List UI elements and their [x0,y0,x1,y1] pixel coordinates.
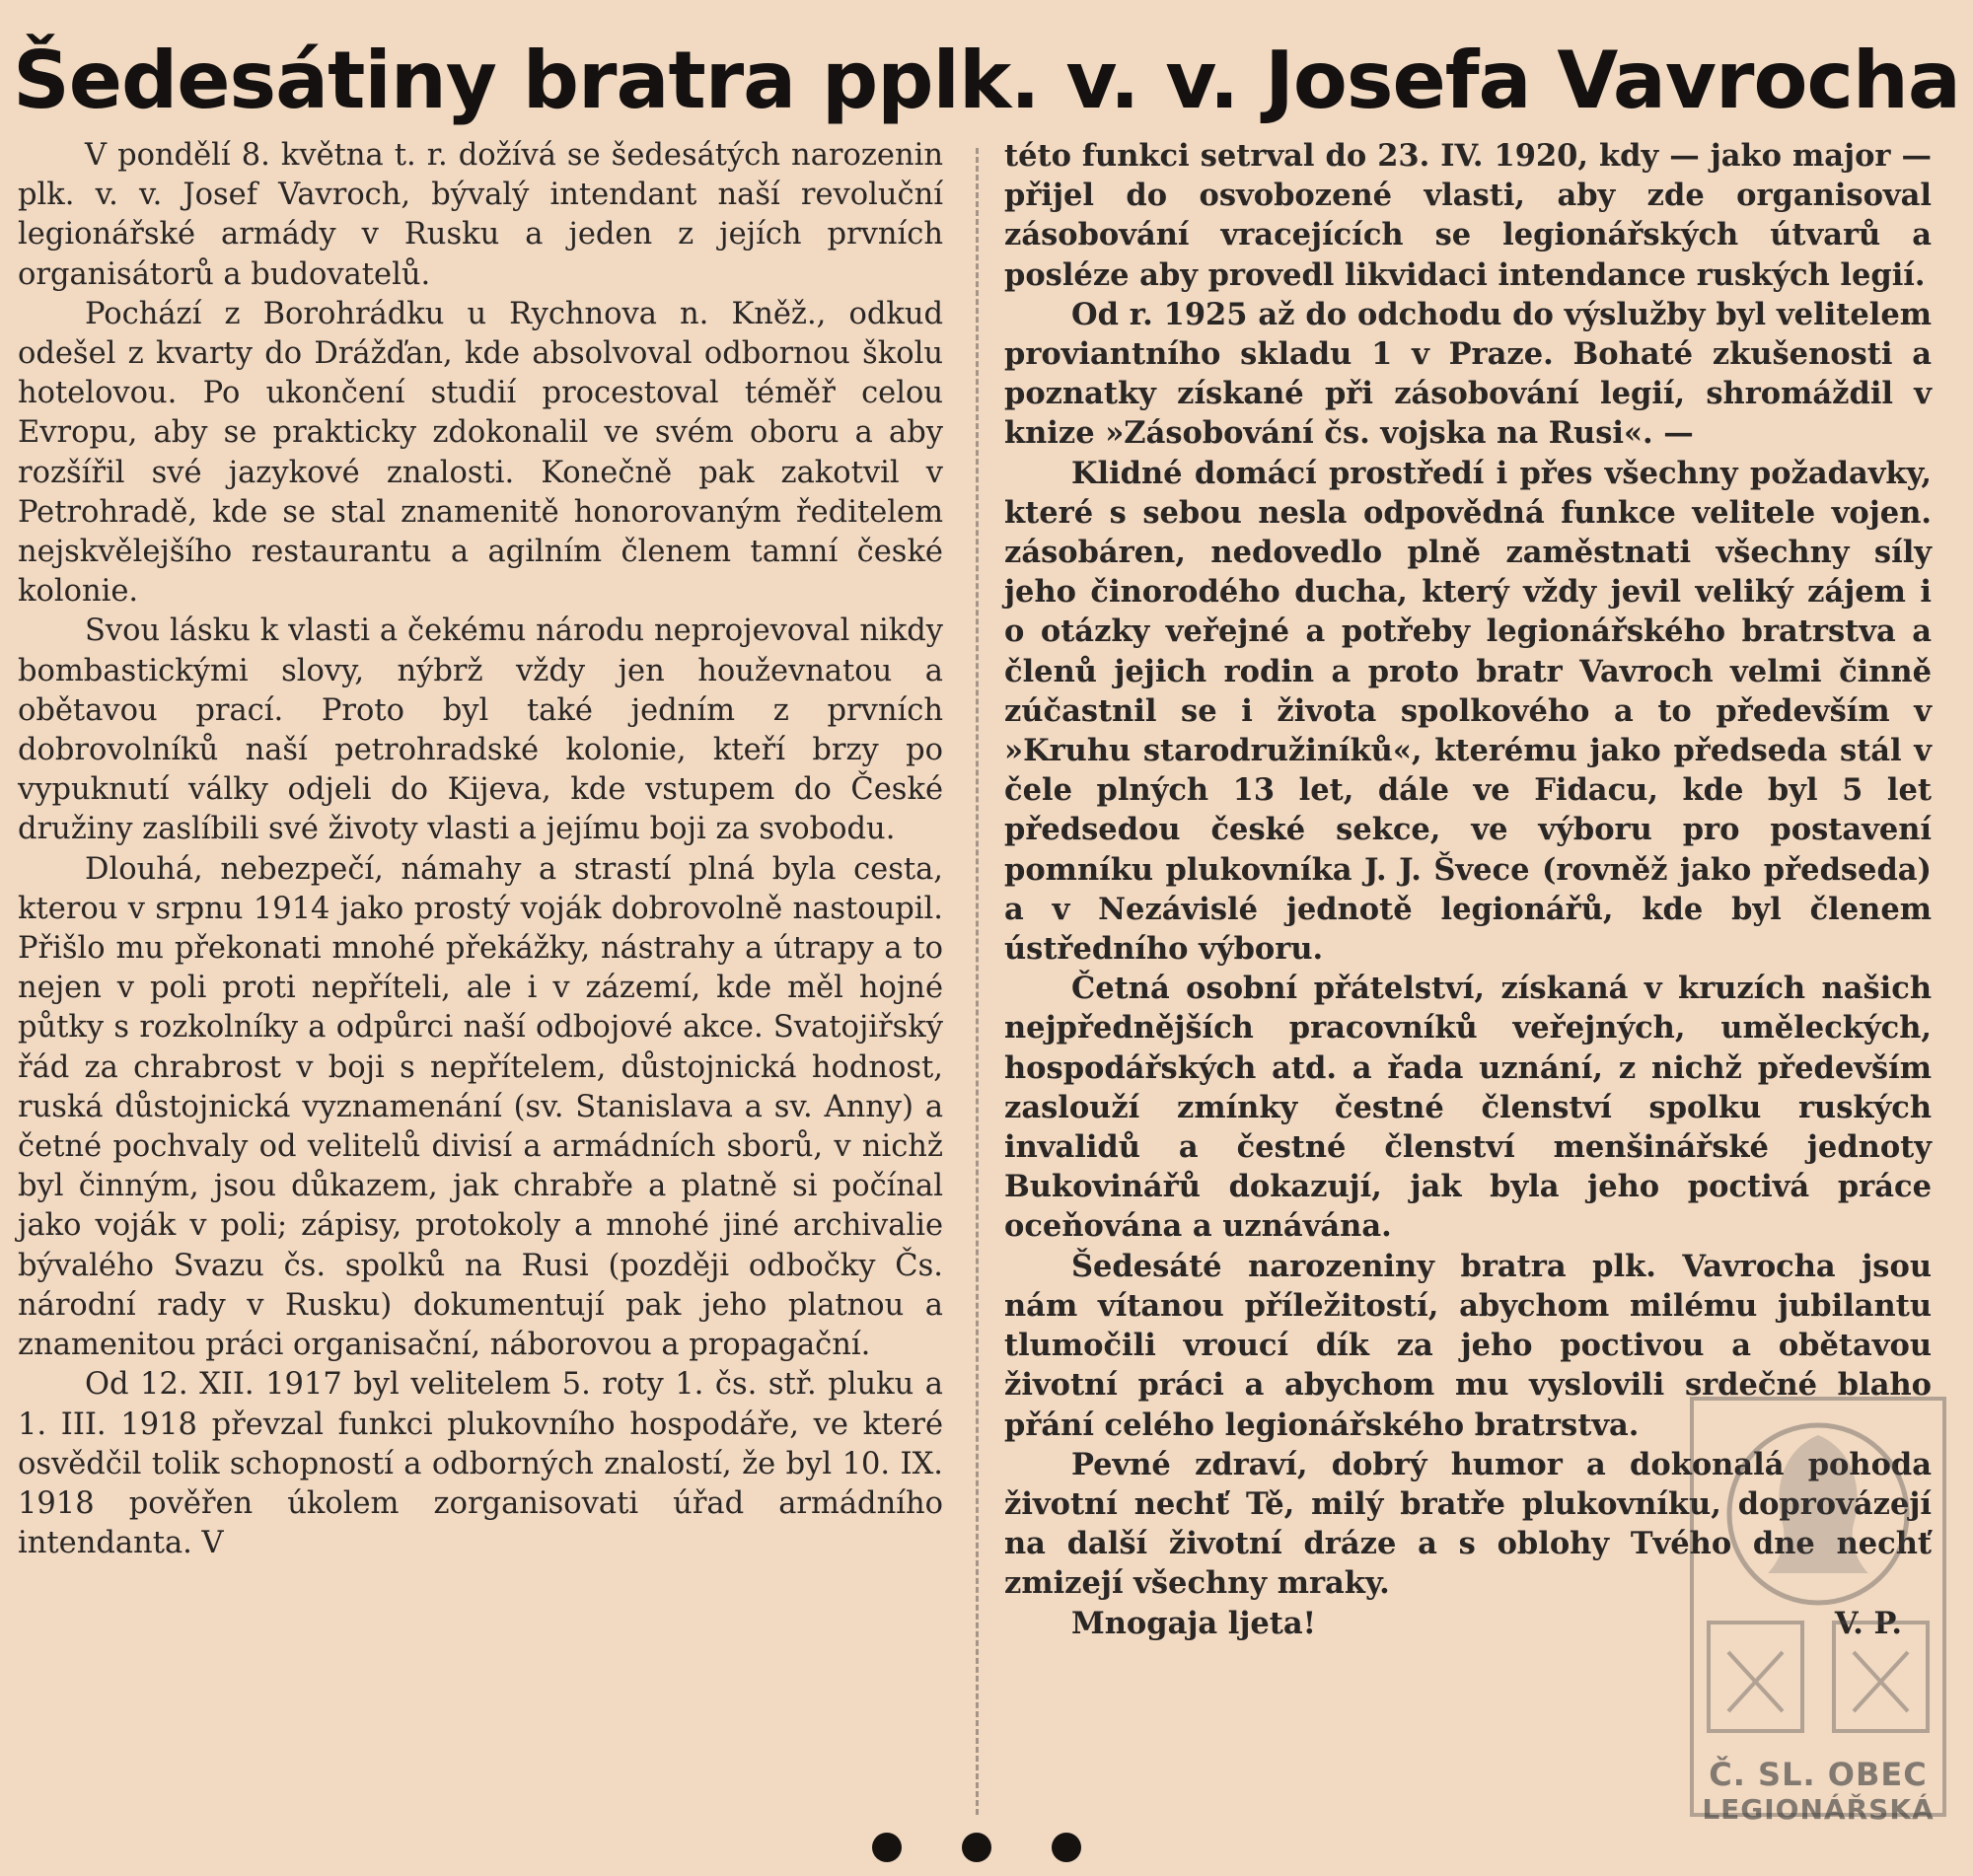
paragraph-10: Pevné zdraví, dobrý humor a dokonalá pohoda životní nechť Tě, milý bratře plukovníku, doprovázejí na další životní dráze a s oblohy Tvého dne nechť zmizejí všechny mraky. [1004,1446,1932,1602]
paragraph-3: Svou lásku k vlasti a čekému národu neprojevoval nikdy bombastickými slovy, nýbrž vždy jen houževnatou a obětavou prací. Proto byl také jedním z prvních dobrovolníků naší petrohradské kolonie, kteří brzy po vypuknutí války odjeli do Kijeva, kde vstupem do České družiny zaslíbili své životy vlasti a jejímu boji za svobodu. [18,613,943,847]
author-initials: V. P. [1834,1605,1902,1641]
left-column [18,136,943,1563]
ornament-dot-left [872,1833,902,1862]
article-headline: Šedesátiny bratra pplk. v. v. Josefa Vavrocha [13,35,1960,126]
paragraph-1: V pondělí 8. května t. r. dožívá se šedesátých narozenin plk. v. v. Josef Vavroch, bývalý intendant naší revoluční legionářské armády v Rusku a jeden z jejích prvních organisátorů a budovatelů. [18,138,943,292]
ornament-dot-right [1052,1833,1081,1862]
legion-watermark-emblem [1689,1396,1947,1818]
paragraph-5: Od 12. XII. 1917 byl velitelem 5. roty 1. čs. stř. pluku a 1. III. 1918 převzal funkci plukovního hospodáře, ve které osvědčil tolik schopností a odborných znalostí, že byl 10. IX. 1918 pověřen úkolem zorganisovati úřad armádního intendanta. V [18,1367,943,1561]
column-divider [976,148,979,1815]
paragraph-7: Klidné domácí prostředí i přes všechny požadavky, které s sebou nesla odpovědná funkce velitele vojen. zásobáren, nedovedlo plně zaměstnati všechny síly jeho činorodého ducha, který vždy jevil veliký zájem i o otázky veřejné a potřeby legionářského bratrstva a členů jejich rodin a proto bratr Vavroch velmi činně zúčastnil se i života spolkového a to především v »Kruhu starodružiníků«, kterému jako předseda stál v čele plných 13 let, dále ve Fidacu, kde byl 5 let předsedou české sekce, ve výboru pro postavení pomníku plukovníka J. J. Švece (rovněž jako předseda) a v Nezávislé jednotě legionářů, kde byl členem ústředního výboru. [1004,455,1932,968]
paragraph-6: Od r. 1925 až do odchodu do výslužby byl velitelem proviantního skladu 1 v Praze. Bohaté zkušenosti a poznatky získané při zásobování legií, shromáždil v knize »Zásobování čs. vojska na Rusi«. — [1004,296,1932,452]
paragraph-8: Četná osobní přátelství, získaná v kruzích našich nejpřednějších pracovníků veřejných, uměleckých, hospodářských atd. a řada uznání, z nichž především zaslouží zmínky čestné členství spolku ruských invalidů a čestné členství menšinářské jednoty Bukovinářů dokazují, jak byla jeho poctivá práce oceňována a uznávána. [1004,971,1932,1245]
paragraph-9: Šedesáté narozeniny bratra plk. Vavrocha jsou nám vítanou příležitostí, abychom milému jubilantu tlumočili vroucí dík za jeho poctivou a obětavou životní práci a abychom mu vyslovili srdečné blaho přání celého legionářského bratrstva. [1004,1248,1932,1443]
paragraph-5-continued: této funkci setrval do 23. IV. 1920, kdy — jako major — přijel do osvobozené vlasti, aby zde organisoval zásobování vracejících se legionářských útvarů a posléze aby provedl likvidaci intendance ruských legií. [1004,138,1932,293]
paragraph-4: Dlouhá, nebezpečí, námahy a strastí plná byla cesta, kterou v srpnu 1914 jako prostý voják dobrovolně nastoupil. Přišlo mu překonati mnohé překážky, nástrahy a útrapy a to nejen v poli proti nepříteli, ale i v zázemí, kde měl hojné půtky s rozkolníky a odpůrci naší odbojové akce. Svatojiřský řád za chrabrost v boji s nepřítelem, důstojnická hodnost, ruská důstojnická vyznamenání (sv. Stanislava a sv. Anny) a četné pochvaly od velitelů divisí a armádních sborů, v nichž byl činným, jsou důkazem, jak chrabře a platně si počínal jako voják v poli; zápisy, protokoly a mnohé jiné archivalie bývalého Svazu čs. spolků na Rusi (později odbočky Čs. národní rady v Rusku) dokumentují pak jeho platnou a znamenitou práci organisační, náborovou a propagační. [18,851,943,1363]
ornament-dot-center [962,1833,991,1862]
watermark-line-2: LEGIONÁŘSKÁ [1702,1793,1935,1826]
closing-greeting: Mnogaja ljeta! [1071,1605,1317,1641]
paragraph-2: Pochází z Borohrádku u Rychnova n. Kněž., odkud odešel z kvarty do Drážďan, kde absolvoval odbornou školu hotelovou. Po ukončení studií procestoval téměř celou Evropu, aby se prakticky zdokonalil ve svém oboru a aby rozšířil své jazykové znalosti. Konečně pak zakotvil v Petrohradě, kde se stal znamenitě honorovaným ředitelem nejskvělejšího restaurantu a agilním členem tamní české kolonie. [18,296,943,610]
watermark-line-1: Č. SL. OBEC [1709,1756,1928,1793]
